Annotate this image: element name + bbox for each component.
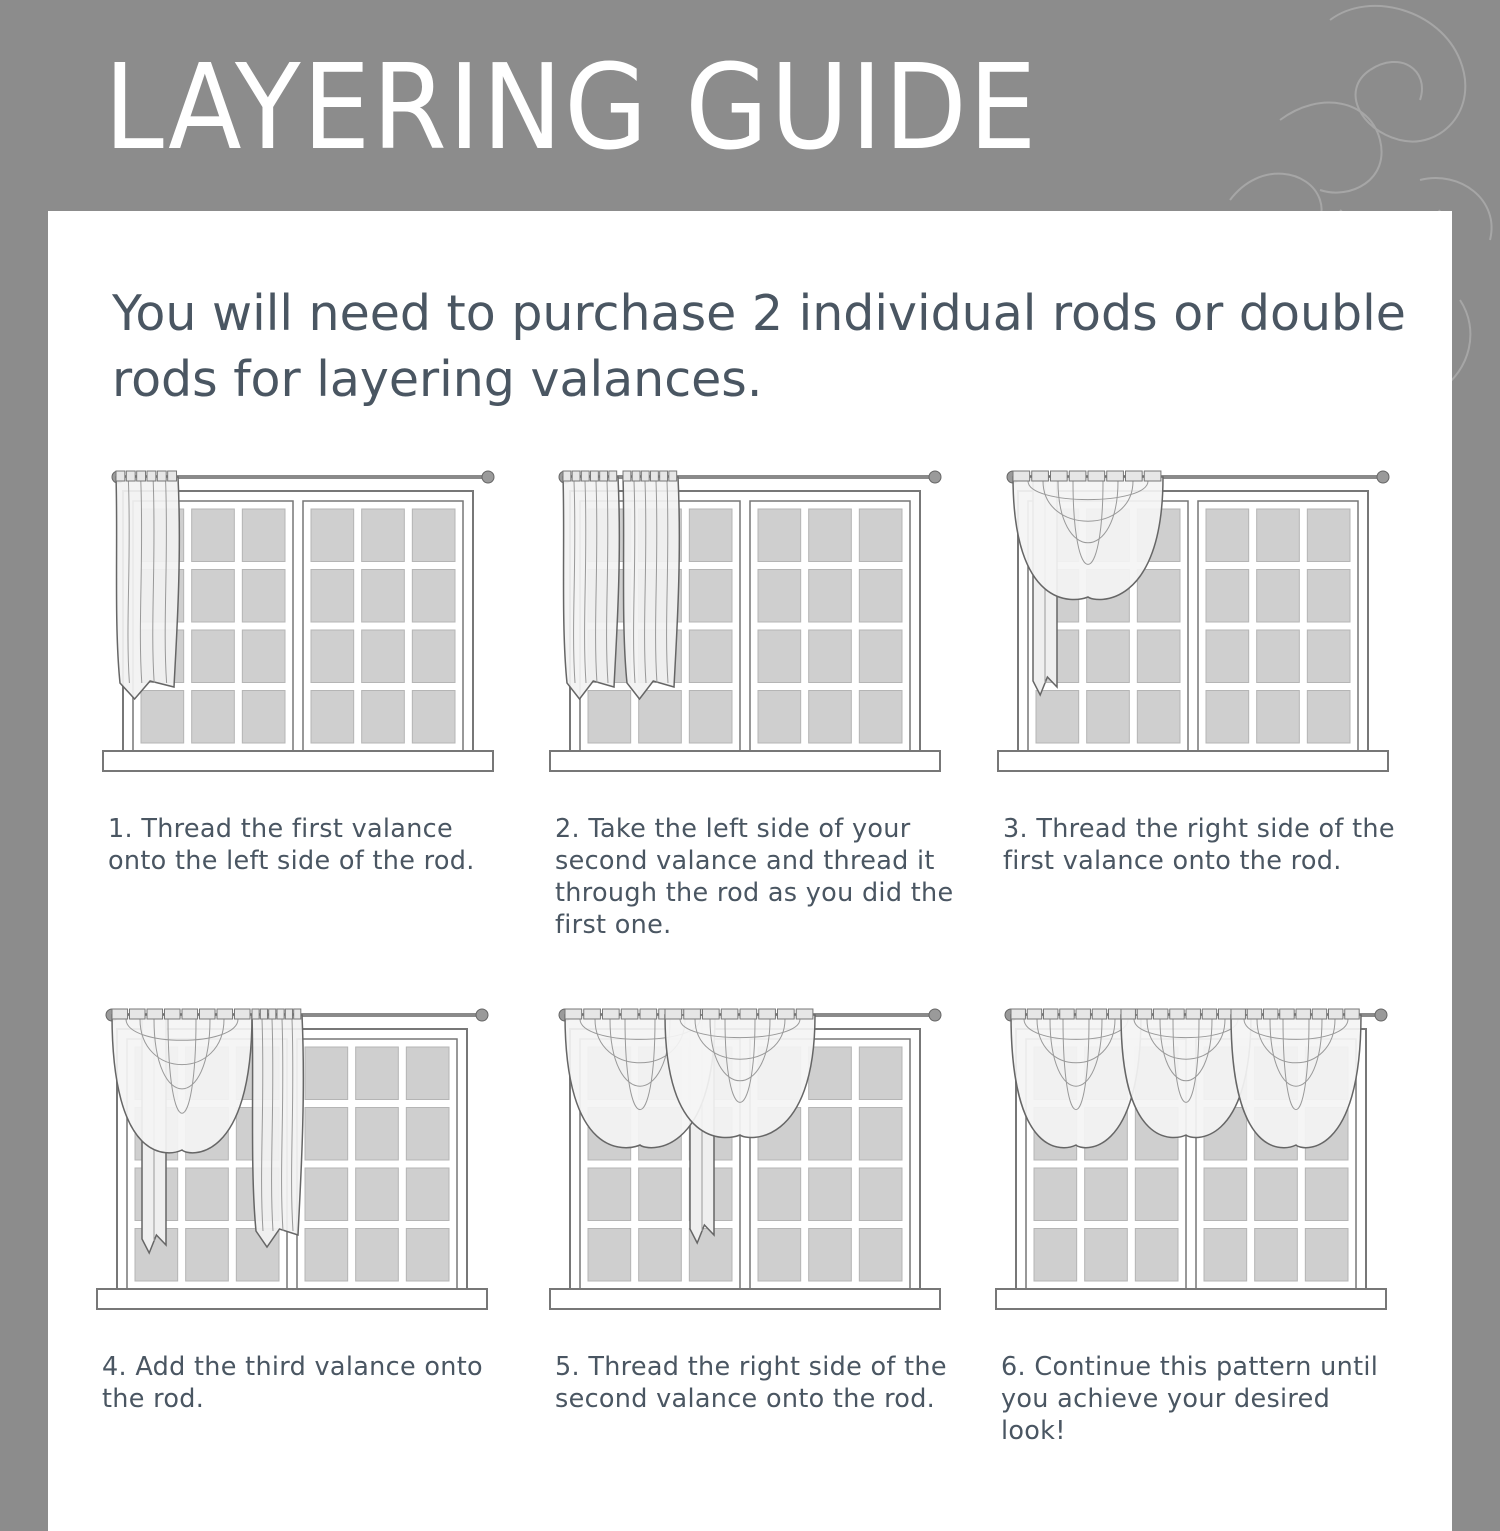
illustration-group <box>998 471 1389 771</box>
window-pane <box>859 1229 902 1282</box>
window-pane <box>406 1108 449 1161</box>
window-pane <box>356 1108 399 1161</box>
window-pane <box>859 1047 902 1100</box>
window-pane <box>1087 691 1130 744</box>
window-pane <box>1257 570 1300 623</box>
rod-pocket <box>778 1009 795 1019</box>
rod-pocket <box>1296 1009 1310 1019</box>
rod-pocket <box>1329 1009 1343 1019</box>
rod-pocket <box>165 1009 181 1019</box>
rod-pocket <box>621 1009 638 1019</box>
rod-finial <box>929 471 941 483</box>
rod-pocket <box>603 1009 620 1019</box>
window-pane <box>758 509 801 562</box>
rod-pocket <box>260 1009 267 1019</box>
rod-pocket <box>235 1009 251 1019</box>
window-pane <box>1206 630 1249 683</box>
window-pane <box>406 1229 449 1282</box>
window-pane <box>1085 1229 1128 1282</box>
window-illustration <box>78 461 498 791</box>
window-pane <box>192 570 235 623</box>
window-pane <box>141 691 184 744</box>
window-pane <box>1206 509 1249 562</box>
window-pane <box>311 509 354 562</box>
step-caption: 4. Add the third valance onto the rod. <box>102 1352 483 1414</box>
window-pane <box>412 509 455 562</box>
rod-pocket <box>600 471 608 481</box>
illustration-group <box>550 471 941 771</box>
window-pane <box>311 630 354 683</box>
window-sill <box>996 1289 1386 1309</box>
rod-pocket <box>147 1009 163 1019</box>
window-pane <box>186 1168 229 1221</box>
step-caption: 6. Continue this pattern until you achieve your desired look! <box>1001 1352 1379 1446</box>
step-1 <box>78 461 498 981</box>
guide-card <box>48 211 1452 1531</box>
rod-finial <box>1375 1009 1387 1021</box>
valance-panel <box>252 1015 303 1247</box>
rod-pocket <box>632 471 640 481</box>
window-pane <box>1204 1229 1247 1282</box>
window-pane <box>406 1168 449 1221</box>
rod-pocket <box>684 1009 701 1019</box>
window-pane <box>809 1108 852 1161</box>
rod-pocket <box>1154 1009 1168 1019</box>
rod-pocket <box>1092 1009 1106 1019</box>
rod-pocket <box>130 1009 146 1019</box>
window-pane <box>1305 1168 1348 1221</box>
window-pane <box>362 509 405 562</box>
window-pane <box>1137 691 1180 744</box>
rod-pocket <box>703 1009 720 1019</box>
rod-pocket <box>1144 471 1161 481</box>
window-pane <box>412 691 455 744</box>
window-pane <box>311 691 354 744</box>
window-pane <box>639 1168 682 1221</box>
rod-pocket <box>137 471 146 481</box>
rod-pocket <box>252 1009 259 1019</box>
window-pane <box>412 570 455 623</box>
rod-pocket <box>200 1009 216 1019</box>
rod-pocket <box>1060 1009 1074 1019</box>
rod-pocket <box>651 471 659 481</box>
window-pane <box>758 1229 801 1282</box>
window-pane <box>588 691 631 744</box>
window-pane <box>1257 509 1300 562</box>
step-4 <box>72 999 492 1519</box>
window-pane <box>1036 691 1079 744</box>
step-6 <box>971 999 1391 1519</box>
intro-text: You will need to purchase 2 individual rods or double rods for layering valances. <box>112 285 1406 408</box>
rod-pocket <box>1027 1009 1041 1019</box>
rod-pocket <box>1170 1009 1184 1019</box>
window-pane <box>362 691 405 744</box>
step-caption: 1. Thread the first valance onto the left side of the rod. <box>108 814 475 876</box>
window-pane <box>186 1229 229 1282</box>
window-pane <box>1257 630 1300 683</box>
rod-pocket <box>640 1009 657 1019</box>
rod-pocket <box>285 1009 292 1019</box>
rod-pocket <box>1121 1009 1135 1019</box>
window-pane <box>1137 570 1180 623</box>
rod-pocket <box>1044 1009 1058 1019</box>
rod-finial <box>482 471 494 483</box>
window-pane <box>1305 1229 1348 1282</box>
rod-finial <box>476 1009 488 1021</box>
rod-pocket <box>157 471 166 481</box>
steps-grid <box>78 461 1438 1521</box>
window-pane <box>758 630 801 683</box>
window-pane <box>305 1229 348 1282</box>
rod-pocket <box>1247 1009 1261 1019</box>
rod-pocket <box>740 1009 757 1019</box>
window-sill <box>550 751 940 771</box>
window-pane <box>639 691 682 744</box>
window-pane <box>809 1168 852 1221</box>
rod-pocket <box>563 471 571 481</box>
window-illustration <box>973 461 1393 791</box>
rod-pocket <box>1011 1009 1025 1019</box>
illustration-group <box>103 471 494 771</box>
step-5 <box>525 999 945 1519</box>
rod-pocket <box>796 1009 813 1019</box>
window-pane <box>1034 1168 1077 1221</box>
window-pane <box>758 570 801 623</box>
window-pane <box>809 1047 852 1100</box>
window-pane <box>192 509 235 562</box>
rod-pocket <box>1264 1009 1278 1019</box>
rod-pocket <box>277 1009 284 1019</box>
window-pane <box>1137 630 1180 683</box>
illustration-group <box>550 1009 941 1309</box>
window-pane <box>362 630 405 683</box>
rod-pocket <box>581 471 589 481</box>
window-pane <box>305 1108 348 1161</box>
rod-pocket <box>1137 1009 1151 1019</box>
valance-panel <box>563 477 619 699</box>
illustration-group <box>996 1009 1387 1309</box>
rod-pocket <box>660 471 668 481</box>
rod-finial <box>929 1009 941 1021</box>
window-pane <box>305 1047 348 1100</box>
window-pane <box>1257 691 1300 744</box>
rod-pocket <box>1126 471 1143 481</box>
window-illustration <box>525 999 945 1329</box>
window-illustration <box>525 461 945 791</box>
step-2 <box>525 461 954 981</box>
window-pane <box>588 1168 631 1221</box>
window-pane <box>758 1168 801 1221</box>
window-pane <box>242 630 285 683</box>
window-pane <box>242 691 285 744</box>
window-pane <box>809 1229 852 1282</box>
rod-pocket <box>1202 1009 1216 1019</box>
window-pane <box>1206 691 1249 744</box>
rod-pocket <box>1107 471 1124 481</box>
window-pane <box>192 630 235 683</box>
window-pane <box>242 509 285 562</box>
window-pane <box>689 630 732 683</box>
rod-pocket <box>1345 1009 1359 1019</box>
window-pane <box>305 1168 348 1221</box>
window-pane <box>809 509 852 562</box>
window-pane <box>1204 1168 1247 1221</box>
page-title: LAYERING GUIDE <box>104 38 1039 176</box>
rod-pocket <box>269 1009 276 1019</box>
valance-panel <box>116 477 179 699</box>
window-pane <box>1034 1229 1077 1282</box>
window-illustration <box>971 999 1391 1329</box>
window-pane <box>412 630 455 683</box>
window-pane <box>1307 691 1350 744</box>
window-pane <box>362 570 405 623</box>
window-pane <box>192 691 235 744</box>
window-pane <box>639 1229 682 1282</box>
window-sill <box>550 1289 940 1309</box>
window-pane <box>859 1108 902 1161</box>
rod-pocket <box>623 471 631 481</box>
window-illustration <box>72 999 492 1329</box>
rod-pocket <box>1088 471 1105 481</box>
rod-pocket <box>217 1009 233 1019</box>
rod-pocket <box>1051 471 1068 481</box>
valance-panel <box>623 477 679 699</box>
rod-pocket <box>112 1009 128 1019</box>
rod-pocket <box>584 1009 601 1019</box>
window-pane <box>859 691 902 744</box>
step-caption: 2. Take the left side of your second valance and thread it through the rod as you did the first one. <box>555 814 954 940</box>
window-pane <box>1255 1168 1298 1221</box>
rod-pocket <box>1280 1009 1294 1019</box>
rod-pocket <box>1186 1009 1200 1019</box>
window-pane <box>1135 1168 1178 1221</box>
rod-pocket <box>147 471 156 481</box>
rod-pocket <box>1231 1009 1245 1019</box>
window-pane <box>1135 1229 1178 1282</box>
rod-pocket <box>721 1009 738 1019</box>
step-3 <box>973 461 1393 981</box>
window-sill <box>998 751 1388 771</box>
rod-pocket <box>116 471 125 481</box>
window-pane <box>809 691 852 744</box>
window-pane <box>311 570 354 623</box>
rod-finial <box>1377 471 1389 483</box>
window-pane <box>1087 630 1130 683</box>
window-pane <box>356 1047 399 1100</box>
window-pane <box>809 570 852 623</box>
rod-pocket <box>669 471 677 481</box>
rod-pocket <box>759 1009 776 1019</box>
window-pane <box>406 1047 449 1100</box>
rod-pocket <box>1312 1009 1326 1019</box>
rod-pocket <box>1032 471 1049 481</box>
window-pane <box>689 691 732 744</box>
window-pane <box>242 570 285 623</box>
window-pane <box>356 1229 399 1282</box>
window-pane <box>859 570 902 623</box>
window-pane <box>1307 570 1350 623</box>
window-sill <box>97 1289 487 1309</box>
window-pane <box>1307 630 1350 683</box>
window-pane <box>689 570 732 623</box>
rod-pocket <box>1069 471 1086 481</box>
rod-pocket <box>294 1009 301 1019</box>
rod-pocket <box>665 1009 682 1019</box>
rod-pocket <box>1013 471 1030 481</box>
window-pane <box>1307 509 1350 562</box>
window-pane <box>588 1229 631 1282</box>
step-caption: 3. Thread the right side of the first valance onto the rod. <box>1003 814 1395 876</box>
window-pane <box>859 1168 902 1221</box>
rod-pocket <box>609 471 617 481</box>
rod-pocket <box>641 471 649 481</box>
rod-pocket <box>1076 1009 1090 1019</box>
rod-pocket <box>565 1009 582 1019</box>
rod-pocket <box>168 471 177 481</box>
window-pane <box>1085 1168 1128 1221</box>
window-pane <box>758 691 801 744</box>
window-sill <box>103 751 493 771</box>
rod-pocket <box>572 471 580 481</box>
window-pane <box>859 509 902 562</box>
window-pane <box>1255 1229 1298 1282</box>
window-pane <box>689 509 732 562</box>
window-pane <box>356 1168 399 1221</box>
window-pane <box>1206 570 1249 623</box>
illustration-group <box>97 1009 488 1309</box>
rod-pocket <box>126 471 135 481</box>
window-pane <box>809 630 852 683</box>
window-pane <box>859 630 902 683</box>
step-caption: 5. Thread the right side of the second valance onto the rod. <box>555 1352 947 1414</box>
rod-pocket <box>182 1009 198 1019</box>
rod-pocket <box>591 471 599 481</box>
